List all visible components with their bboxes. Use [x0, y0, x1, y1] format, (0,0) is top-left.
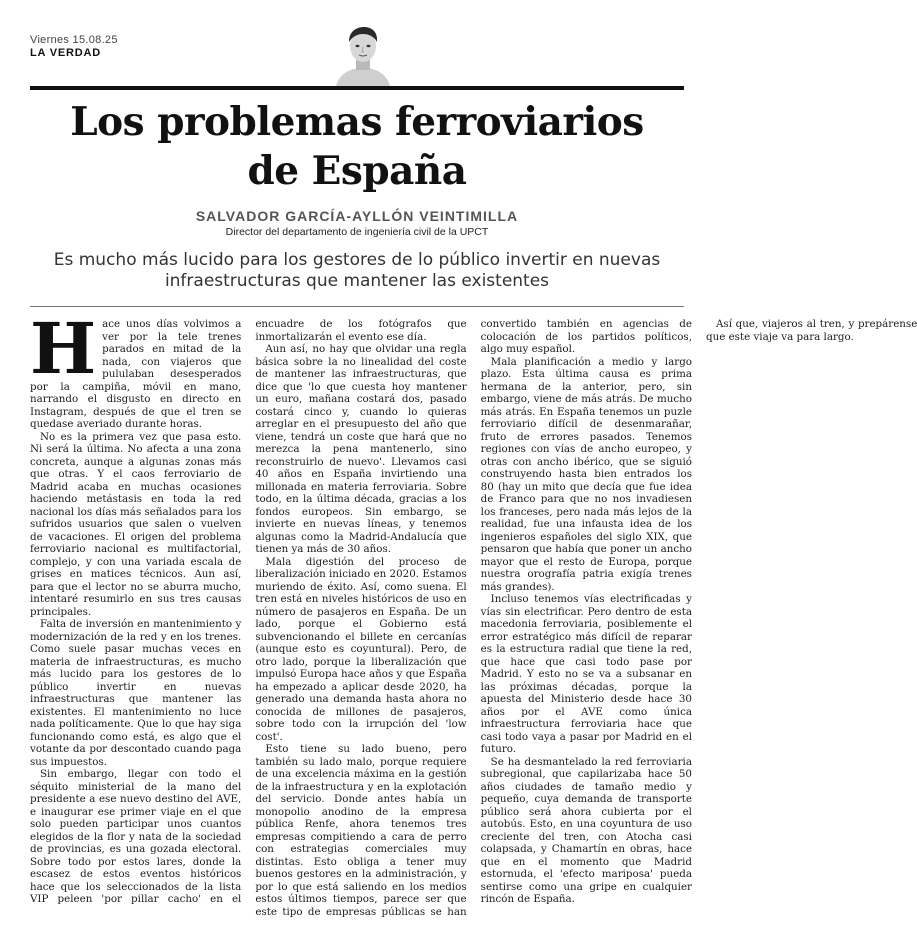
body-paragraph: Mala digestión del proceso de liberalización iniciado en 2020. Estamos muriendo de éxito. Así, como suena. El tren está en niveles históricos de uso en número de pasajeros en España. De un lado, porque el Gobierno está subvencionando el billete en cercanías (aunque esto es coyuntural). Pero, de otro lado, porque la liberalización que impulsó Europa hace años y que España ha empezado a aplicar desde 2020, ha generado una demanda hasta ahora no conocida de millones de pasajeros, sobre todo con la irrupción del 'low cost'.: [255, 555, 467, 743]
lead-paragraph: [30, 307, 242, 431]
author-name: SALVADOR GARCÍA-AYLLÓN VEINTIMILLA: [195, 208, 519, 224]
lead-text: ace unos días volvimos a ver por la tele trenes parados en mitad de la nada, con viajeros que pululaban desesperados por la campiña, móvil en mano, narrando el disgusto en directo en Instagram, después de que el tren se quedase averiado durante horas.: [30, 318, 242, 430]
author-portrait-illustration: [330, 24, 396, 86]
body-paragraph: Sin embargo, llegar con todo el séquito ministerial de la mano del presidente a ese nuevo destino del AVE, e inaugurar ese primer viaje en el que solo pueden participar unos cuantos elegidos de la flor y nata de la sociedad de provincias, es una gozada electoral. Sobre todo por estos lares, donde la escasez de estos eventos históricos hace que los seleccionados de la lista VIP peleen 'por pillar cacho' en el encuadre de los fotógrafos que inmortalizarán el evento ese día.: [30, 318, 467, 905]
masthead: [30, 34, 118, 59]
article-headline: [30, 98, 684, 196]
author-role: Director del departamento de ingeniería civil de la UPCT: [225, 226, 489, 238]
body-paragraph: Así que, viajeros al tren, y prepárense que este viaje va para largo.: [705, 318, 917, 343]
subtitle-rule: [30, 306, 684, 307]
publication-date: Viernes 15.08.25: [30, 34, 118, 46]
author-photo: [330, 24, 396, 86]
header-rule: [30, 86, 684, 90]
body-paragraph: Aun así, no hay que olvidar una regla básica sobre la no linealidad del coste de mantener las infraestructuras, que dice que 'lo que cuesta hoy mantener un euro, mañana costará dos, pasado costará cinco y, cuando lo quieras arreglar en el presupuesto del año que viene, tendrá un coste que hará que no merezca la pena mantenerlo, sino reconstruirlo de nuevo'. Llevamos casi 40 años en España invirtiendo una millonada en materia ferroviaria. Sobre todo, en la última década, gracias a los fondos europeos. Sin embargo, se invierte en nuevas líneas, y tenemos algunas como la Madrid-Andalucía que tienen ya más de 30 años.: [255, 343, 467, 555]
body-paragraph: No es la primera vez que pasa esto. Ni será la última. No afecta a una zona concreta, aunque a algunas zonas más que otras. Y el caos ferroviario de Madrid acaba en muchas ocasiones haciendo metástasis en toda la red nacional los días más señalados para los sufridos usuarios que salen o vuelven de vacaciones. El origen del problema ferroviario nacional es multifactorial, complejo, y con una variada escala de grises en matices técnicos. Aun así, para que el lector no se aburra mucho, intentaré resumirlo en sus tres causas principales.: [30, 430, 242, 618]
body-paragraph: Se ha desmantelado la red ferroviaria subregional, que capilarizaba hace 50 años ciudades de tamaño medio y pequeño, cuya demanda de transporte público será ahora cubierta por el autobús. Esto, en una coyuntura de uso creciente del tren, con Atocha casi colapsada, y Chamartín en obras, hace que en el momento que Madrid estornuda, el 'efecto mariposa' pueda sentirse como una gripe en cualquier rincón de España.: [480, 755, 692, 905]
article-body: [30, 307, 917, 924]
body-paragraph: Incluso tenemos vías electrificadas y vías sin electrificar. Pero dentro de esta macedonia ferroviaria, posiblemente el error estratégico más difícil de reparar es la estructura radial que tiene la red, que hace que casi todo pase por Madrid. Y esto no se va a subsanar en las próximas décadas, porque la apuesta del Ministerio desde hace 30 años por el AVE como única infraestructura ferroviaria hace que casi todo vaya a pasar por Madrid en el futuro.: [480, 593, 692, 755]
headline-line-1: Los problemas ferroviarios: [70, 99, 644, 145]
headline-line-2: de España: [247, 148, 467, 194]
body-paragraph: Esto tiene su lado bueno, pero también su lado malo, porque requiere de una excelencia máxima en la gestión de la infraestructura y en la explotación del servicio. Donde antes había un monopolio anodino de la empresa pública Renfe, ahora tenemos tres empresas compitiendo a cara de perro con estrategias comerciales muy distintas. Esto obliga a tener muy buenos gestores en la administración, y por lo que está saliendo en los medios estos últimos tiempos, parece ser que este tipo de empresas públicas se han convertido también en agencias de colocación de los partidos políticos, algo muy español.: [255, 318, 692, 918]
body-paragraph: Falta de inversión en mantenimiento y modernización de la red y en los trenes. Como suele pasar muchas veces en materia de infraestructuras, es mucho más lucido para los gestores de lo público invertir en nuevas infraestructuras que mantener las existentes. El mantenimiento no luce nada políticamente. Que lo que hay siga funcionando como está, es algo que el votante da por descontado cuando paga sus impuestos.: [30, 618, 242, 768]
newspaper-name: LA VERDAD: [30, 47, 101, 59]
body-paragraph: Mala planificación a medio y largo plazo. Esta última causa es prima hermana de la anterior, pero, sin embargo, viene de más atrás. De mucho más atrás. En España tenemos un puzle ferroviario difícil de desenmarañar, fruto de errores pasados. Tenemos regiones con vías de ancho europeo, y otras con ancho ibérico, que se siguió construyendo hasta bien entrados los 80 (hay un mito que decía que fue idea de Franco para que no nos invadiesen los franceses, pero nada más lejos de la realidad, fue una infausta idea de los ingenieros españoles del siglo XIX, que pensaron que había que poner un ancho mayor que el resto de Europa, porque nuestra orografía patria exigía trenes más grandes).: [480, 355, 692, 593]
article-subtitle: Es mucho más lucido para los gestores de lo público invertir en nuevas infraestructuras que mantener las existentes: [53, 250, 661, 291]
drop-cap: H: [30, 307, 97, 390]
